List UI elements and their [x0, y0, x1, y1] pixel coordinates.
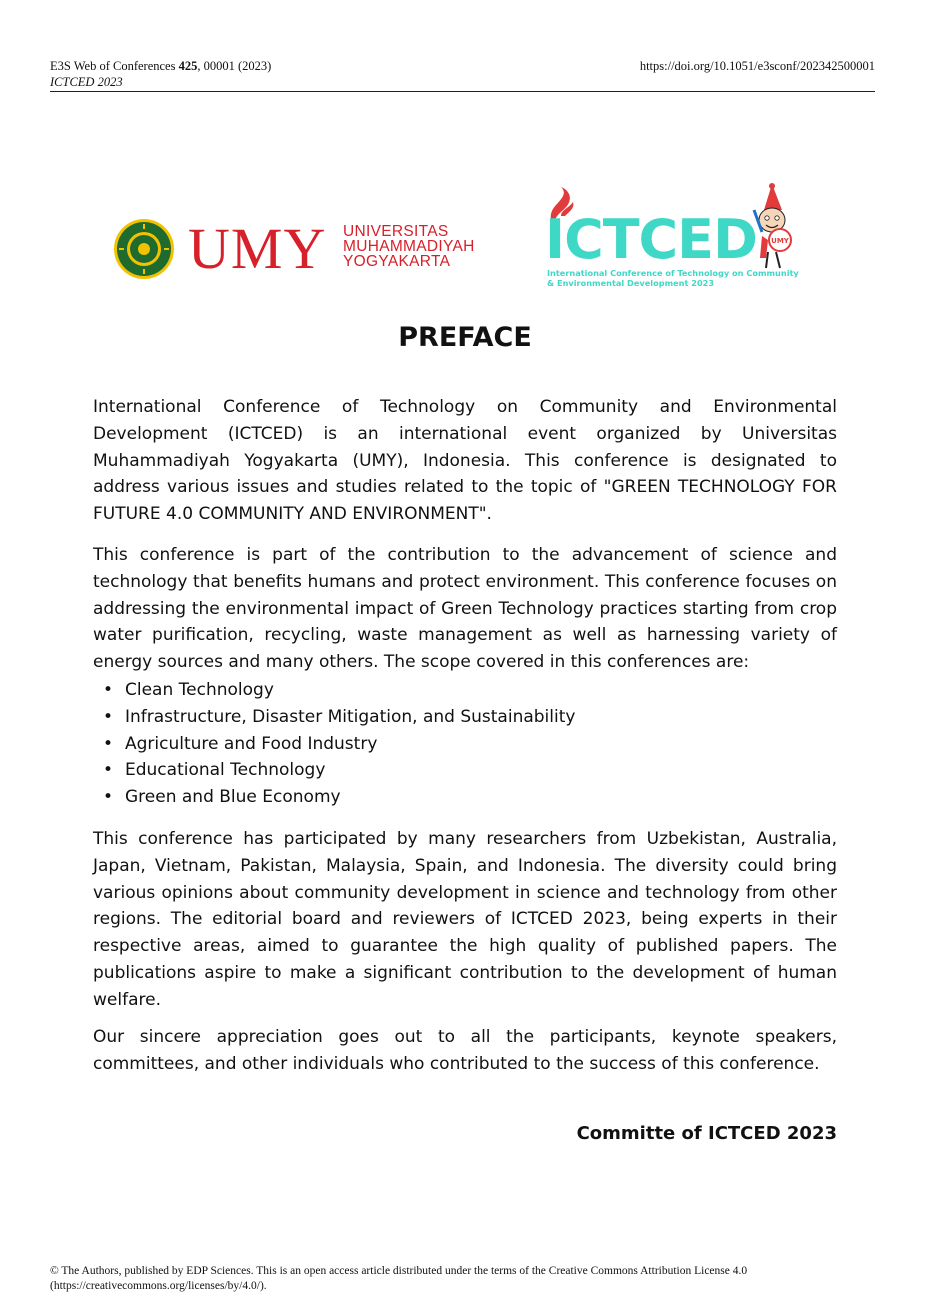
umy-full-name	[343, 224, 475, 269]
list-item: • Green and Blue Economy	[103, 784, 575, 811]
license-footer	[50, 1264, 875, 1293]
paragraph-participants: This conference has participated by many researchers from Uzbekistan, Australia, Japan, Vietnam, Pakistan, Malaysia, Spain, and Indonesia. The diversity could bring various opinions about community development in science and technology from other regions. The editorial board and reviewers of ICTCED 2023, being experts in their respective areas, aimed to guarantee the high quality of published papers. The publications aspire to make a significant contribution to the development of human welfare.	[93, 829, 837, 1010]
license-link[interactable]: (https://creativecommons.org/licenses/by/4.0/).	[50, 1279, 267, 1292]
list-item: • Educational Technology	[103, 757, 575, 784]
list-item: • Clean Technology	[103, 677, 575, 704]
paragraph-scope: This conference is part of the contribution to the advancement of science and technology that benefits humans and protect environment. This conference focuses on addressing the environmental impact of Green Technology practices starting from crop water purification, recycling, waste management as well as harnessing variety of energy sources and many others. The scope covered in this conferences are:	[93, 545, 837, 673]
license-text: © The Authors, published by EDP Sciences. This is an open access article distributed under the terms of the Creative Commons Attribution License 4.0	[50, 1265, 748, 1277]
umy-name-line: MUHAMMADIYAH	[343, 238, 475, 255]
paragraph-appreciation: Our sincere appreciation goes out to all the participants, keynote speakers, committees, and other individuals who contributed to the success of this conference.	[93, 1027, 837, 1074]
signature: Committe of ICTCED 2023	[576, 1123, 837, 1144]
logo-banner	[0, 180, 930, 295]
paragraph-intro: International Conference of Technology on Community and Environmental Development (ICTCED) is an international event organized by Universitas Muhammadiyah Yogyakarta (UMY), Indonesia. This conference is designated to address various issues and studies related to the topic of "GREEN TECHNOLOGY FOR FUTURE 4.0 COMMUNITY AND ENVIRONMENT".	[93, 397, 837, 525]
mascot-badge: UMY	[771, 237, 789, 245]
ictced-mascot-logo	[742, 180, 802, 272]
ictced-wordmark: ICTCED	[545, 208, 757, 271]
running-header	[50, 58, 875, 90]
scope-list	[103, 677, 575, 811]
journal-volume: 425	[178, 59, 198, 73]
ictced-subtitle-line: International Conference of Technology on Community	[547, 268, 799, 278]
umy-wordmark: UMY	[188, 216, 327, 281]
journal-citation	[50, 58, 271, 74]
doi-link[interactable]: https://doi.org/10.1051/e3sconf/202342500001	[639, 59, 875, 73]
umy-seal-logo	[113, 218, 175, 280]
page-title: PREFACE	[398, 322, 532, 353]
umy-name-line: YOGYAKARTA	[343, 253, 451, 270]
ictced-subtitle-line: & Environmental Development 2023	[547, 278, 715, 288]
header-divider	[50, 91, 875, 92]
ictced-subtitle	[547, 268, 799, 288]
list-item: • Agriculture and Food Industry	[103, 731, 575, 758]
list-item: • Infrastructure, Disaster Mitigation, and Sustainability	[103, 704, 575, 731]
article-number: , 00001 (2023)	[197, 59, 272, 73]
umy-name-line: UNIVERSITAS	[343, 223, 449, 240]
issue-label: ICTCED 2023	[50, 75, 123, 89]
journal-name: E3S Web of Conferences	[50, 59, 176, 73]
